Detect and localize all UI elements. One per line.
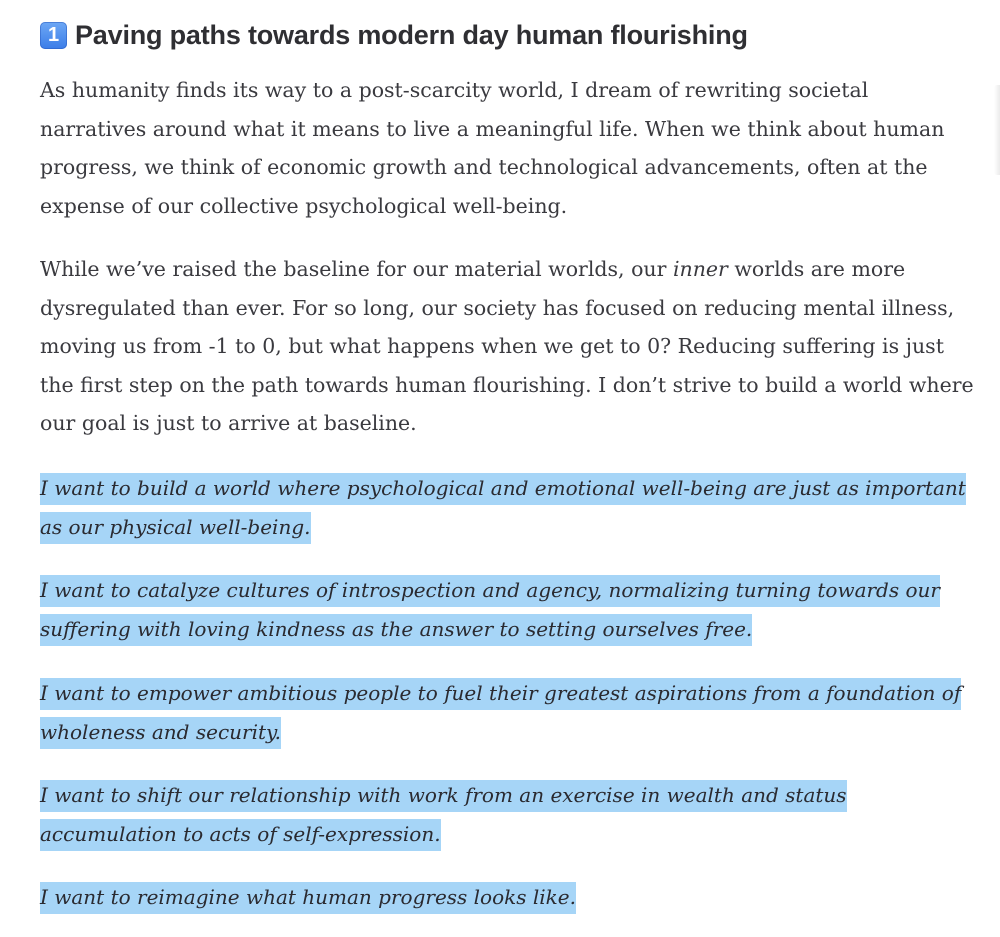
- highlight-mark: I want to reimagine what human progress looks like.: [40, 882, 576, 914]
- highlight-mark: I want to empower ambitious people to fuel their greatest aspirations from a foundation of wholeness and security.: [40, 678, 961, 749]
- highlighted-statement[interactable]: [40, 878, 975, 917]
- paragraph-text-start: While we’ve raised the baseline for our material worlds, our: [40, 257, 673, 281]
- keycap-one-icon: 1: [40, 22, 67, 49]
- highlighted-statement[interactable]: [40, 571, 975, 648]
- highlighted-statement[interactable]: [40, 469, 975, 546]
- section-title: Paving paths towards modern day human flourishing: [75, 20, 748, 50]
- highlighted-statement[interactable]: [40, 776, 975, 853]
- highlighted-statement[interactable]: [40, 674, 975, 751]
- highlight-mark: I want to catalyze cultures of introspection and agency, normalizing turning towards our suffering with loving kindness as the answer to setting ourselves free.: [40, 575, 940, 646]
- highlight-mark: I want to shift our relationship with work from an exercise in wealth and status accumulation to acts of self-expression.: [40, 780, 847, 851]
- emphasis-inner: inner: [672, 257, 728, 281]
- paragraph-text-end: worlds are more dysregulated than ever. For so long, our society has focused on reducing mental illness, moving us from -1 to 0, but what happens when we get to 0? Reducing suffering is just the first step on the path towards human flourishing. I don’t strive to build a world where our goal is just to arrive at baseline.: [40, 257, 974, 435]
- baseline-paragraph: [40, 250, 975, 443]
- intro-paragraph: As humanity finds its way to a post-scarcity world, I dream of rewriting societal narratives around what it means to live a meaningful life. When we think about human progress, we think of economic growth and technological advancements, often at the expense of our collective psychological well-being.: [40, 78, 945, 218]
- section-heading: [40, 20, 748, 51]
- highlight-mark: I want to build a world where psychological and emotional well-being are just as important as our physical well-being.: [40, 473, 966, 544]
- scroll-edge-shadow: [994, 85, 1000, 175]
